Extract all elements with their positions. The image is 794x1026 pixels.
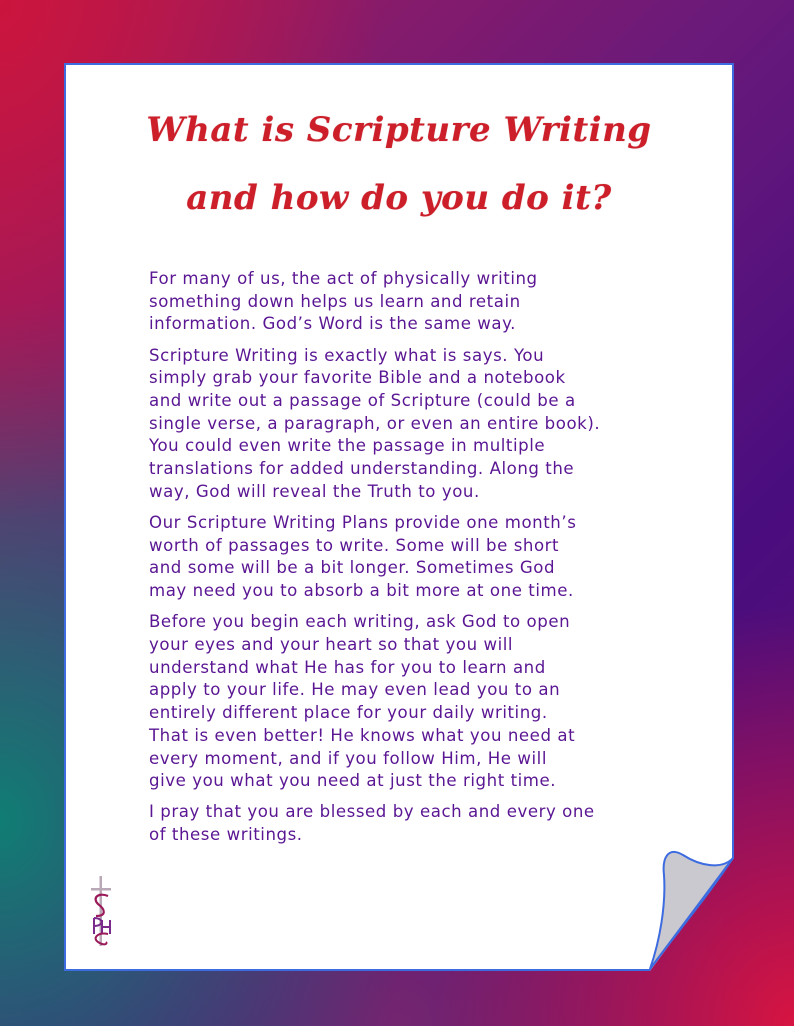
paragraph-plans: Our Scripture Writing Plans provide one month’s worth of passages to write. Some will be short and some will be a bit longer. Sometimes God may need you to absorb a bit more at one time.	[149, 513, 577, 601]
paragraph-definition: Scripture Writing is exactly what is says. You simply grab your favorite Bible and a notebook and write out a passage of Scripture (could be a single verse, a paragraph, or even an entire book). You could even write the passage in multiple translations for added understanding. Along the way, God will reveal the Truth to you.	[149, 345, 601, 501]
article-body	[149, 268, 659, 855]
paragraph-closing: I pray that you are blessed by each and every one of these writings.	[149, 802, 595, 845]
cross-monogram-logo-icon	[84, 876, 118, 946]
paragraph-intro: For many of us, the act of physically writing something down helps us learn and retain information. God’s Word is the same way.	[149, 269, 538, 334]
paragraph-prayer-advice: Before you begin each writing, ask God to open your eyes and your heart so that you will understand what He has for you to learn and apply to your life. He may even lead you to an entirely different place for your daily writing. That is even better! He knows what you need at every moment, and if you follow Him, He will give you what you need at just the right time.	[149, 612, 576, 791]
title-line-1: What is Scripture Writing	[146, 110, 652, 150]
title-line-2: and how do you do it?	[186, 178, 612, 218]
